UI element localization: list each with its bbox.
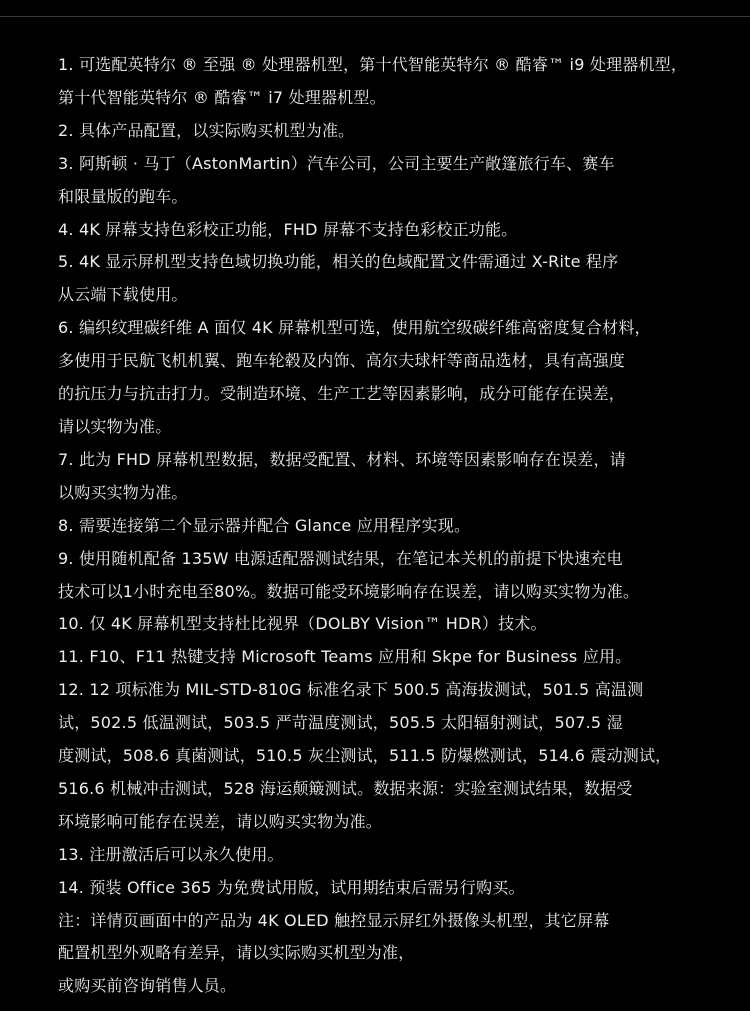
note-line: 和限量版的跑车。 (58, 186, 188, 206)
note-line: 6. 编织纹理碳纤维 A 面仅 4K 屏幕机型可选，使用航空级碳纤维高密度复合材料， (58, 318, 651, 338)
note-line: 1. 可选配英特尔 ® 至强 ® 处理器机型，第十代智能英特尔 ® 酷睿™ i9 处理器机型， (58, 55, 688, 74)
note-line: 环境影响可能存在误差，请以购买实物为准。 (58, 811, 383, 831)
note-line: 3. 阿斯顿 · 马丁（AstonMartin）汽车公司，公司主要生产敞篷旅行车、赛车 (58, 153, 615, 173)
note-line: 第十代智能英特尔 ® 酷睿™ i7 处理器机型。 (58, 87, 386, 107)
note-line: 试，502.5 低温测试，503.5 严苛温度测试，505.5 太阳辐射测试，507.5 湿 (58, 713, 623, 733)
note-line: 请以实物为准。 (58, 416, 172, 436)
note-line: 14. 预装 Office 365 为免费试用版，试用期结束后需另行购买。 (58, 877, 525, 897)
note-line: 10. 仅 4K 屏幕机型支持杜比视界（DOLBY Vision™ HDR）技术。 (58, 614, 547, 634)
note-line: 多使用于民航飞机机翼、跑车轮毂及内饰、高尔夫球杆等商品选材，具有高强度 (58, 351, 626, 371)
note-line: 7. 此为 FHD 屏幕机型数据，数据受配置、材料、环境等因素影响存在误差，请 (58, 449, 626, 469)
note-line: 配置机型外观略有差异，请以实际购买机型为准， (58, 943, 415, 963)
note-line: 以购买实物为准。 (58, 482, 188, 502)
footnotes-list (58, 49, 718, 1003)
note-line: 从云端下载使用。 (58, 285, 188, 305)
note-line: 12. 12 项标准为 MIL-STD-810G 标准名录下 500.5 高海拔测试，501.5 高温测 (58, 680, 644, 700)
note-line: 2. 具体产品配置，以实际购买机型为准。 (58, 120, 355, 140)
top-divider (0, 16, 750, 17)
note-line: 5. 4K 显示屏机型支持色域切换功能，相关的色域配置文件需通过 X-Rite 程序 (58, 252, 619, 272)
note-line: 技术可以1小时充电至80%。数据可能受环境影响存在误差，请以购买实物为准。 (58, 581, 640, 601)
note-line: 或购买前咨询销售人员。 (58, 976, 237, 996)
note-line: 4. 4K 屏幕支持色彩校正功能，FHD 屏幕不支持色彩校正功能。 (58, 219, 518, 239)
note-line: 的抗压力与抗击打力。受制造环境、生产工艺等因素影响，成分可能存在误差， (58, 384, 626, 404)
note-line: 注：详情页画面中的产品为 4K OLED 触控显示屏红外摄像头机型，其它屏幕 (58, 910, 610, 930)
note-line: 11. F10、F11 热键支持 Microsoft Teams 应用和 Skpe for Business 应用。 (58, 647, 632, 667)
note-line: 8. 需要连接第二个显示器并配合 Glance 应用程序实现。 (58, 515, 471, 535)
note-line: 9. 使用随机配备 135W 电源适配器测试结果，在笔记本关机的前提下快速充电 (58, 548, 623, 568)
note-line: 度测试，508.6 真菌测试，510.5 灰尘测试，511.5 防爆燃测试，514.6 震动测试， (58, 746, 672, 766)
note-line: 516.6 机械冲击测试，528 海运颠簸测试。数据来源：实验室测试结果，数据受 (58, 778, 633, 798)
note-line: 13. 注册激活后可以永久使用。 (58, 844, 284, 864)
